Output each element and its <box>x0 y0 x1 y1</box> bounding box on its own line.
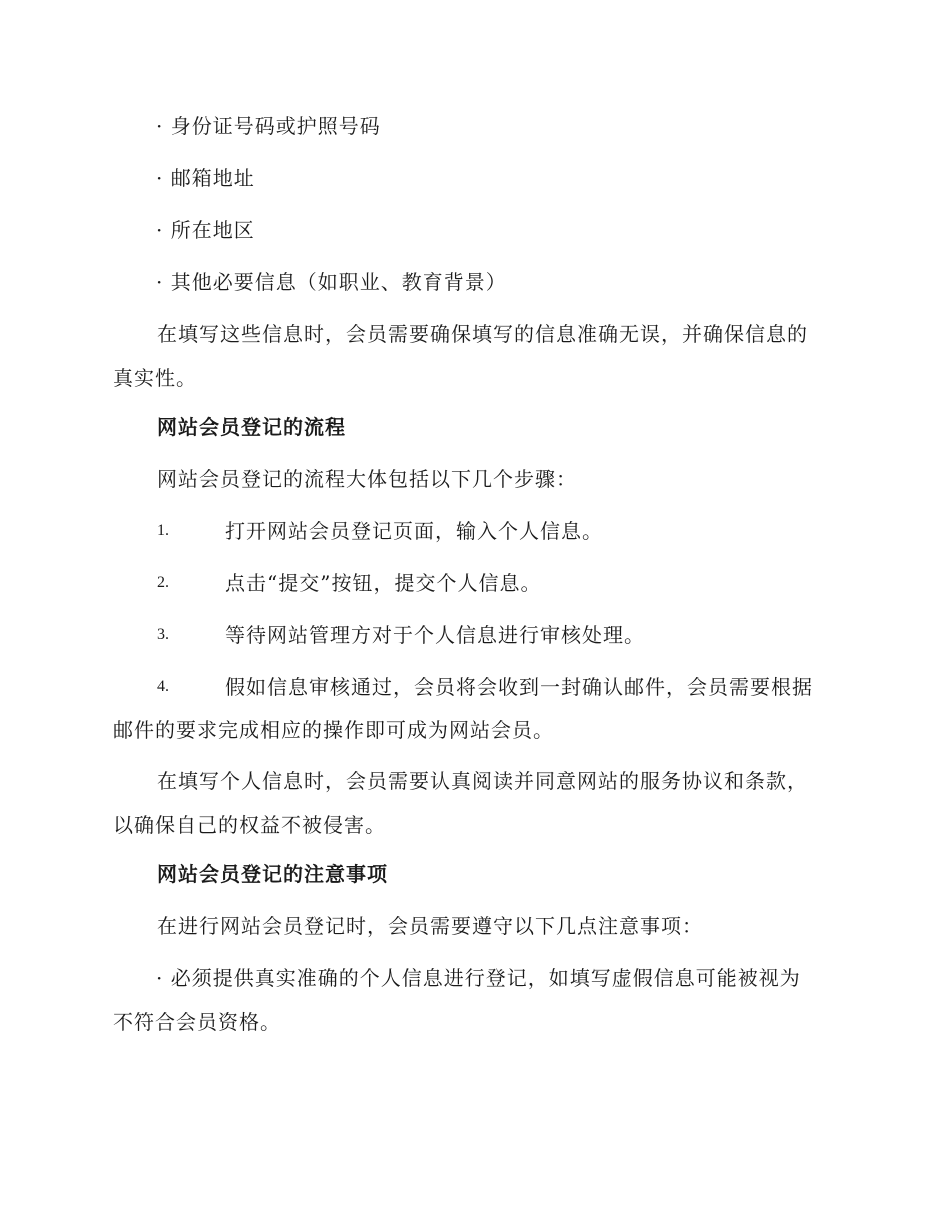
step-text: 等待网站管理方对于个人信息进行审核处理。 <box>225 623 645 647</box>
step-text: 点击“提交”按钮，提交个人信息。 <box>225 571 542 595</box>
step-number: 2. <box>157 574 169 591</box>
paragraph-line: 网站会员登记的流程大体包括以下几个步骤： <box>157 467 577 491</box>
section-heading-notes: 网站会员登记的注意事项 <box>157 862 388 886</box>
step-number: 3. <box>157 626 169 643</box>
list-item-region: · 所在地区 <box>156 218 255 242</box>
step-text: 打开网站会员登记页面，输入个人信息。 <box>225 519 603 543</box>
paragraph-line: 真实性。 <box>113 366 197 390</box>
section-heading-process: 网站会员登记的流程 <box>157 415 346 439</box>
paragraph-line: 在填写这些信息时，会员需要确保填写的信息准确无误，并确保信息的 <box>157 322 808 346</box>
paragraph-line: 以确保自己的权益不被侵害。 <box>113 813 386 837</box>
step-number: 4. <box>157 678 169 695</box>
list-item-other: · 其他必要信息（如职业、教育背景） <box>156 270 507 294</box>
note-item-line: 不符合会员资格。 <box>113 1010 281 1034</box>
paragraph-line: 在填写个人信息时，会员需要认真阅读并同意网站的服务协议和条款， <box>157 769 808 793</box>
list-item-email: · 邮箱地址 <box>156 166 255 190</box>
step-text-continued: 邮件的要求完成相应的操作即可成为网站会员。 <box>113 718 554 742</box>
step-number: 1. <box>157 522 169 539</box>
paragraph-line: 在进行网站会员登记时，会员需要遵守以下几点注意事项： <box>157 914 703 938</box>
list-item-id: · 身份证号码或护照号码 <box>156 114 381 138</box>
note-item-line: · 必须提供真实准确的个人信息进行登记，如填写虚假信息可能被视为 <box>156 966 801 990</box>
step-text: 假如信息审核通过，会员将会收到一封确认邮件，会员需要根据 <box>225 675 813 699</box>
